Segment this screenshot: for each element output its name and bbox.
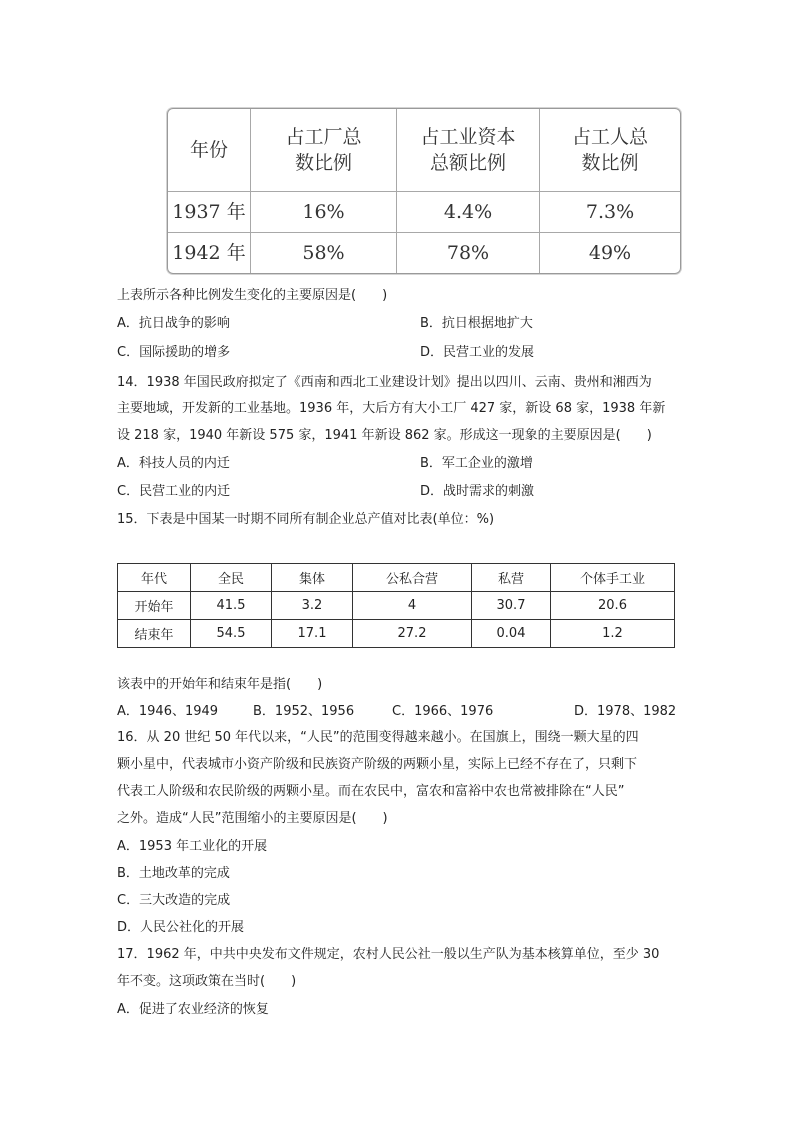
ownership-cell: 30.7 [472, 592, 551, 620]
ownership-header: 公私合营 [353, 564, 472, 592]
q16-stem-line: 代表工人阶级和农民阶级的两颗小星。而在农民中，富农和富裕中农也常被排除在“人民” [117, 784, 625, 799]
ownership-cell: 结束年 [118, 620, 191, 648]
ratio-cell: 1942 年 [168, 232, 251, 273]
q14-stem-line: 主要地域，开发新的工业基地。1936 年，大后方有大小工厂 427 家，新设 68 家，1938 年新 [117, 401, 666, 416]
ownership-table-header-row [118, 564, 675, 592]
q15-stem: 15．下表是中国某一时期不同所有制企业总产值对比表(单位：%) [117, 512, 495, 527]
ownership-table [117, 563, 675, 648]
ownership-cell: 20.6 [551, 592, 675, 620]
q16-option-c[interactable]: C．三大改造的完成 [117, 893, 231, 908]
ownership-header: 集体 [272, 564, 353, 592]
q14-option-d[interactable]: D．战时需求的刺激 [420, 484, 535, 499]
ownership-cell: 0.04 [472, 620, 551, 648]
ownership-cell: 3.2 [272, 592, 353, 620]
ownership-cell: 17.1 [272, 620, 353, 648]
ratio-cell: 78% [397, 232, 540, 273]
q13-stem: 上表所示各种比例发生变化的主要原因是( ) [117, 288, 388, 303]
q14-stem-line: 14．1938 年国民政府拟定了《西南和西北工业建设计划》提出以四川、云南、贵州和湘西为 [117, 375, 652, 390]
q17-stem-line: 年不变。这项政策在当时( ) [117, 974, 297, 989]
ratio-header-factories: 占工厂总 数比例 [251, 109, 397, 191]
q14-stem-line: 设 218 家，1940 年新设 575 家，1941 年新设 862 家。形成这一现象的主要原因是( ) [117, 428, 652, 443]
ratio-cell: 4.4% [397, 191, 540, 232]
table-row [118, 592, 675, 620]
q16-stem-line: 颗小星中，代表城市小资产阶级和民族资产阶级的两颗小星，实际上已经不存在了，只剩下 [117, 757, 638, 772]
table-row [118, 620, 675, 648]
ownership-cell: 开始年 [118, 592, 191, 620]
q14-option-c[interactable]: C．民营工业的内迁 [117, 484, 231, 499]
q16-stem-line: 16．从 20 世纪 50 年代以来，“人民”的范围变得越来越小。在国旗上，围绕一颗大星的四 [117, 730, 639, 745]
q15-option-a[interactable]: A．1946、1949 [117, 704, 219, 719]
ratio-cell: 1937 年 [168, 191, 251, 232]
q16-option-d[interactable]: D．人民公社化的开展 [117, 920, 245, 935]
ratio-cell: 49% [540, 232, 681, 273]
ownership-cell: 4 [353, 592, 472, 620]
q15-option-d[interactable]: D．1978、1982 [574, 704, 677, 719]
ratio-cell: 16% [251, 191, 397, 232]
ownership-cell: 1.2 [551, 620, 675, 648]
q17-option-a[interactable]: A．促进了农业经济的恢复 [117, 1002, 269, 1017]
ratio-header-year: 年份 [168, 109, 251, 191]
q15-option-b[interactable]: B．1952、1956 [253, 704, 355, 719]
ownership-header: 个体手工业 [551, 564, 675, 592]
ownership-cell: 54.5 [191, 620, 272, 648]
q13-option-d[interactable]: D．民营工业的发展 [420, 345, 535, 360]
q17-stem-line: 17．1962 年，中共中央发布文件规定，农村人民公社一般以生产队为基本核算单位，至少 30 [117, 947, 660, 962]
table-row [168, 191, 680, 232]
q14-option-a[interactable]: A．科技人员的内迁 [117, 456, 230, 471]
q13-option-c[interactable]: C．国际援助的增多 [117, 345, 231, 360]
q14-option-b[interactable]: B．军工企业的激增 [420, 456, 533, 471]
q15-option-c[interactable]: C．1966、1976 [392, 704, 494, 719]
ownership-cell: 27.2 [353, 620, 472, 648]
table-row [168, 232, 680, 273]
q16-option-a[interactable]: A．1953 年工业化的开展 [117, 839, 268, 854]
q13-option-a[interactable]: A．抗日战争的影响 [117, 316, 230, 331]
ratio-table [167, 108, 681, 274]
ownership-header: 私营 [472, 564, 551, 592]
ratio-table-header-row [168, 109, 680, 191]
ratio-header-workers: 占工人总 数比例 [540, 109, 681, 191]
ownership-cell: 41.5 [191, 592, 272, 620]
ratio-cell: 7.3% [540, 191, 681, 232]
q13-option-b[interactable]: B．抗日根据地扩大 [420, 316, 533, 331]
q15-question: 该表中的开始年和结束年是指( ) [117, 677, 323, 692]
q16-option-b[interactable]: B．土地改革的完成 [117, 866, 230, 881]
ownership-header: 全民 [191, 564, 272, 592]
ratio-header-capital: 占工业资本 总额比例 [397, 109, 540, 191]
ratio-cell: 58% [251, 232, 397, 273]
ownership-header: 年代 [118, 564, 191, 592]
q16-stem-line: 之外。造成“人民”范围缩小的主要原因是( ) [117, 811, 388, 826]
